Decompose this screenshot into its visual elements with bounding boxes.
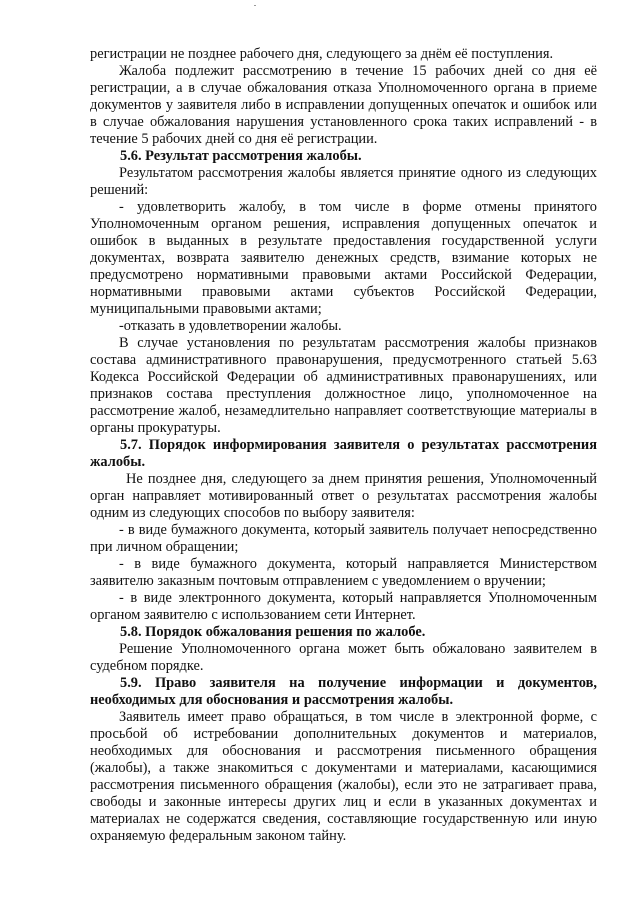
paragraph-complaint-term: Жалоба подлежит рассмотрению в течение 15 рабочих дней со дня её регистрации, а в случае обжалования отказа Уполномоченного органа в приеме документов у заявителя либо в исправлении допущенных опечаток и ошибок или в случае обжалования нарушения установленного срока таких исправлений - в течение 5 рабочих дней со дня её регистрации.: [90, 63, 597, 147]
paragraph-answer-deadline: Не позднее дня, следующего за днем принятия решения, Уполномоченный орган направляет мотивированный ответ о результатах рассмотрения жалобы одним из следующих способов по выбору заявителя:: [90, 471, 597, 521]
list-item-paper-mail: - в виде бумажного документа, который направляется Министерством заявителю заказным почтовым отправлением с уведомлением о вручении;: [90, 556, 597, 589]
document-body: [90, 46, 597, 845]
paragraph-applicant-rights: Заявитель имеет право обращаться, в том числе в электронной форме, с просьбой об истребовании дополнительных документов и материалов, необходимых для обоснования и рассмотрения письменного обращения (жалобы), а также знакомиться с документами и материалами, касающимися рассмотрения письменного обращения (жалобы), если это не затрагивает права, свободы и законные интересы других лиц и если в указанных документах и материалах не содержатся сведения, составляющие государственную или иную охраняемую федеральным законом тайну.: [90, 709, 597, 844]
section-heading-5-9: 5.9. Право заявителя на получение информации и документов, необходимых для обоснования и рассмотрения жалобы.: [90, 675, 597, 708]
paragraph-continuation: регистрации не позднее рабочего дня, следующего за днём её поступления.: [90, 46, 554, 62]
paragraph-court-appeal: Решение Уполномоченного органа может быть обжаловано заявителем в судебном порядке.: [90, 641, 597, 674]
list-item-electronic: - в виде электронного документа, который направляется Уполномоченным органом заявителю с использованием сети Интернет.: [90, 590, 597, 623]
list-item-refuse: -отказать в удовлетворении жалобы.: [119, 318, 342, 334]
list-item-paper-personal: - в виде бумажного документа, который заявитель получает непосредственно при личном обращении;: [90, 522, 597, 555]
paragraph-result-intro: Результатом рассмотрения жалобы является принятие одного из следующих решений:: [90, 165, 597, 198]
scan-mark: [254, 5, 256, 6]
section-heading-5-6: 5.6. Результат рассмотрения жалобы.: [120, 148, 362, 164]
paragraph-violation: В случае установления по результатам рассмотрения жалобы признаков состава административного правонарушения, предусмотренного статьей 5.63 Кодекса Российской Федерации об административных правонарушениях, или признаков состава преступления должностное лицо, уполномоченное на рассмотрение жалоб, незамедлительно направляет соответствующие материалы в органы прокуратуры.: [90, 335, 597, 436]
section-heading-5-7: 5.7. Порядок информирования заявителя о результатах рассмотрения жалобы.: [90, 437, 597, 470]
list-item-satisfy: - удовлетворить жалобу, в том числе в форме отмены принятого Уполномоченным органом решения, исправления допущенных опечаток и ошибок в выданных в результате предоставления государственной услуги документах, возврата заявителю денежных средств, взимание которых не предусмотрено нормативными правовыми актами Российской Федерации, нормативными правовыми актами субъектов Российской Федерации, муниципальными правовыми актами;: [90, 199, 597, 317]
section-heading-5-8: 5.8. Порядок обжалования решения по жалобе.: [120, 624, 426, 640]
